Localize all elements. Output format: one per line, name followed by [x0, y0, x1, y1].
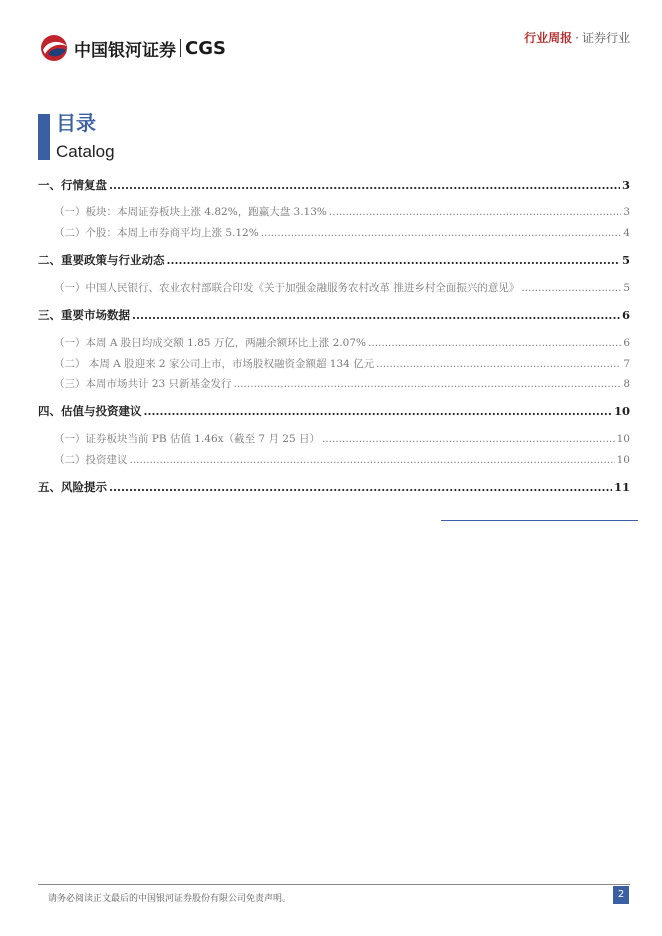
toc-page-number: 10 [613, 404, 630, 418]
toc-leader-dots [132, 308, 620, 322]
toc-leader-dots [322, 433, 615, 445]
toc-entry-text: 四、估值与投资建议 [38, 404, 142, 418]
logo-chinese-name: 中国银河证券 [74, 40, 176, 61]
toc-entry[interactable] [38, 356, 630, 371]
toc-entry-text: 三、重要市场数据 [38, 308, 130, 322]
toc-entry[interactable] [38, 177, 630, 193]
toc-page-number: 7 [623, 358, 630, 370]
toc-entry[interactable] [38, 225, 630, 240]
toc-entry[interactable] [38, 307, 630, 323]
toc-entry[interactable] [38, 403, 630, 419]
report-category [524, 29, 630, 46]
toc-page-number: 5 [621, 253, 630, 267]
toc-entry-text: 一、行情复盘 [38, 178, 107, 192]
toc-leader-dots [261, 227, 622, 239]
toc-leader-dots [521, 282, 621, 294]
toc-entry-text: （一）证券板块当前 PB 估值 1.46x（截至 7 月 25 日） [54, 433, 320, 445]
toc-entry[interactable] [38, 479, 630, 495]
toc-entry[interactable] [38, 280, 630, 295]
toc-entry-text: 五、风险提示 [38, 480, 107, 494]
toc-page-number: 8 [623, 378, 630, 390]
catalog-title-en: Catalog [56, 142, 115, 161]
footer-divider [38, 884, 630, 885]
toc-leader-dots [130, 454, 615, 466]
toc-entry-text: （二）投资建议 [54, 454, 128, 466]
footer-disclaimer: 请务必阅读正文最后的中国银河证券股份有限公司免责声明。 [48, 894, 292, 904]
toc-entry[interactable] [38, 452, 630, 467]
toc-page-number: 10 [616, 454, 630, 466]
toc-page-number: 6 [621, 308, 630, 322]
sector-label: 证券行业 [581, 31, 630, 45]
toc-entry[interactable] [38, 376, 630, 391]
report-type-label: 行业周报 [524, 31, 573, 45]
toc-entry[interactable] [38, 431, 630, 446]
galaxy-logo-icon [40, 34, 70, 62]
toc-entry-text: 二、重要政策与行业动态 [38, 253, 165, 267]
toc-page-number: 6 [623, 337, 630, 349]
header-separator: · [575, 31, 579, 45]
toc-page-number: 10 [616, 433, 630, 445]
toc-entry[interactable] [38, 335, 630, 350]
toc-entry[interactable] [38, 204, 630, 219]
toc-entry[interactable] [38, 252, 630, 268]
toc-leader-dots [368, 337, 621, 349]
toc-entry-text: （一）中国人民银行、农业农村部联合印发《关于加强金融服务农村改革 推进乡村全面振兴的意见》 [54, 282, 520, 294]
toc-leader-dots [234, 378, 622, 390]
toc-page-number: 11 [613, 480, 630, 494]
toc-leader-dots [109, 178, 620, 192]
page-header [0, 0, 662, 70]
toc-page-number: 4 [623, 227, 630, 239]
logo-english-name: CGS [185, 37, 226, 59]
section-divider [441, 520, 638, 521]
toc-page-number: 3 [623, 206, 630, 218]
catalog-title-cn: 目录 [56, 111, 96, 135]
logo-divider [180, 39, 181, 57]
toc-entry-text: （一）本周 A 股日均成交额 1.85 万亿，两融余额环比上涨 2.07% [54, 337, 367, 349]
toc-leader-dots [167, 253, 620, 267]
toc-leader-dots [109, 480, 612, 494]
title-accent-bar [38, 114, 50, 160]
toc-page-number: 5 [623, 282, 630, 294]
page-number-badge: 2 [613, 886, 629, 904]
toc-leader-dots [144, 404, 612, 418]
toc-entry-text: （二） 本周 A 股迎来 2 家公司上市，市场股权融资金额超 134 亿元 [54, 358, 375, 370]
toc-leader-dots [376, 358, 621, 370]
toc-leader-dots [329, 206, 621, 218]
toc-entry-text: （二）个股：本周上市券商平均上涨 5.12% [54, 227, 259, 239]
toc-entry-text: （三）本周市场共计 23 只新基金发行 [54, 378, 232, 390]
toc-page-number: 3 [621, 178, 630, 192]
cgs-logo [40, 34, 226, 62]
toc-entry-text: （一）板块：本周证券板块上涨 4.82%，跑赢大盘 3.13% [54, 206, 327, 218]
